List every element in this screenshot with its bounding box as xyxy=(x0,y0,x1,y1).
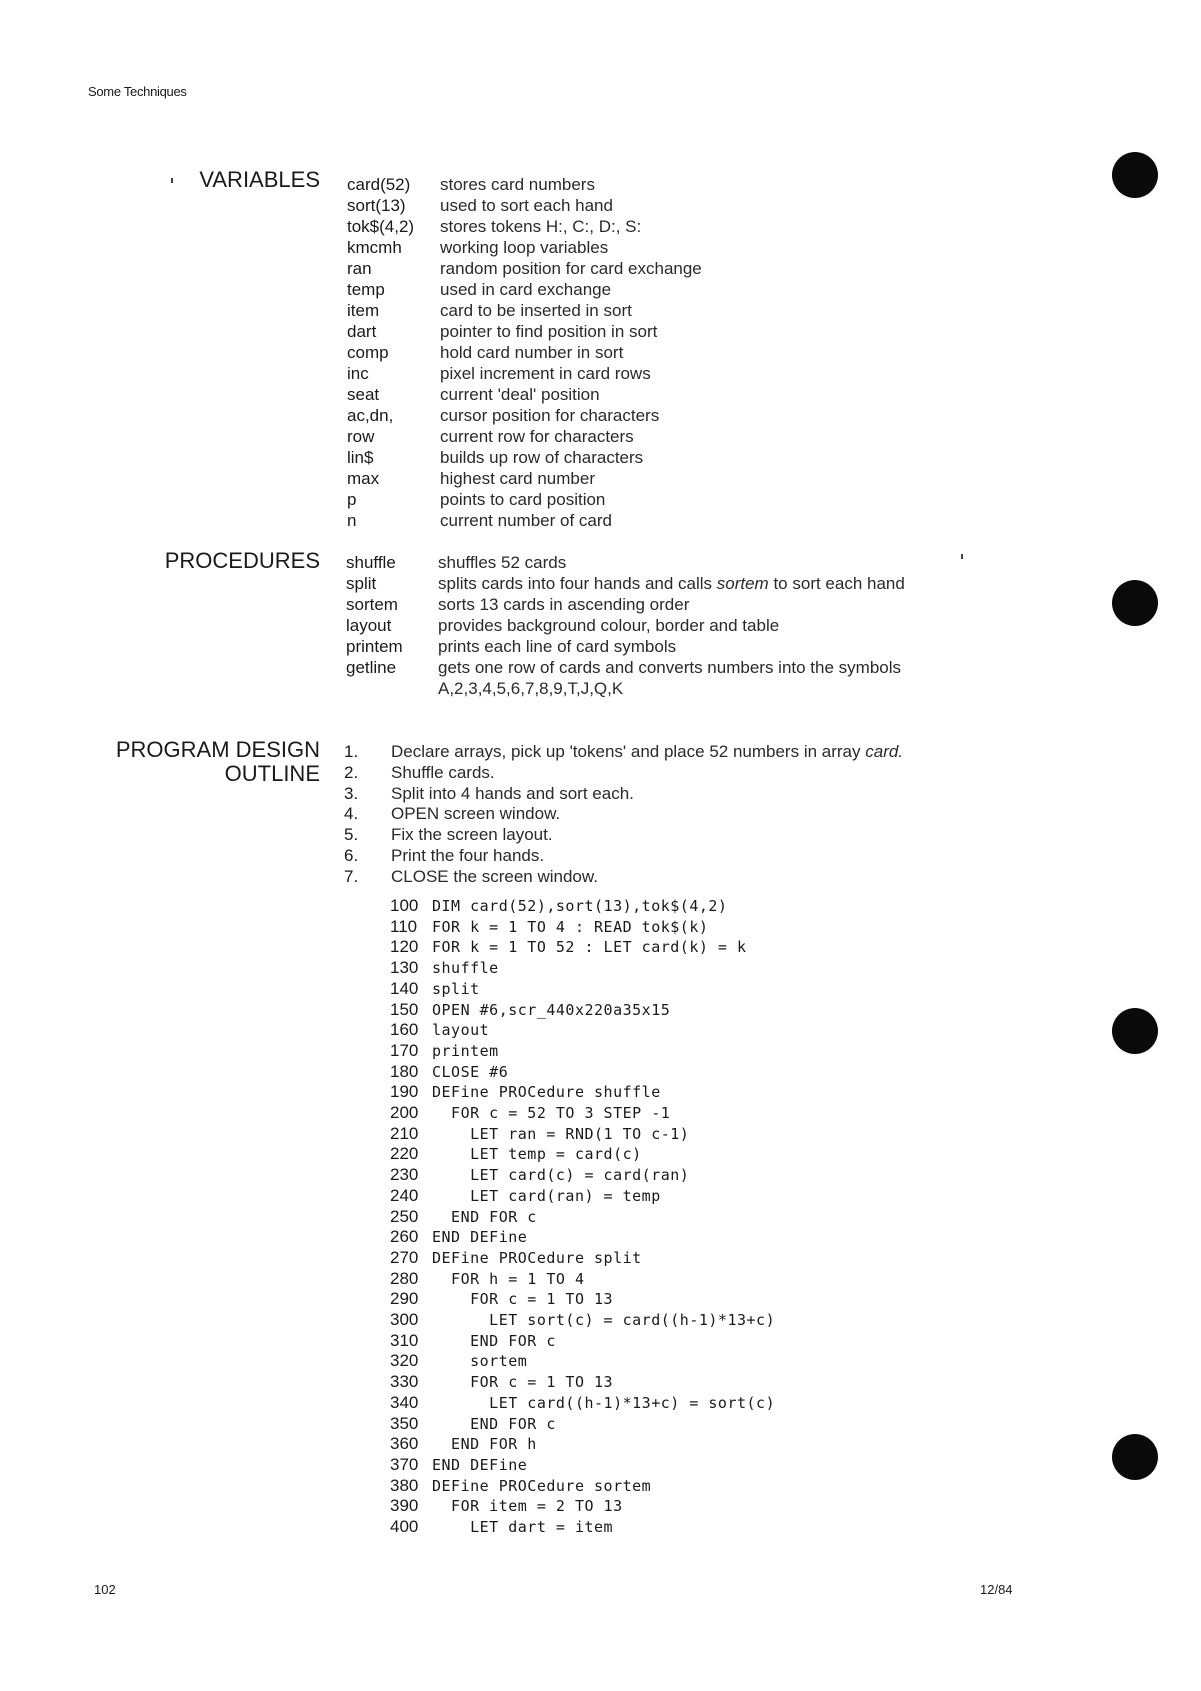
code-line-text: LET temp = card(c) xyxy=(432,1145,642,1164)
code-line xyxy=(390,1186,661,1207)
procedure-description xyxy=(438,573,905,594)
procedure-name: layout xyxy=(346,616,392,635)
code-line xyxy=(390,1310,775,1331)
variable-description: hold card number in sort xyxy=(440,343,624,362)
variable-description: highest card number xyxy=(440,469,595,488)
step-text-body: Split into 4 hands and sort each. xyxy=(391,783,634,803)
code-line-number: 210 xyxy=(390,1123,419,1143)
step-text xyxy=(391,846,544,866)
variable-name: temp xyxy=(347,280,385,299)
code-line xyxy=(390,1414,556,1435)
step-number: 1. xyxy=(344,742,359,761)
code-line-number: 100 xyxy=(390,896,419,915)
code-line-text: CLOSE #6 xyxy=(432,1062,509,1081)
code-line-number: 200 xyxy=(390,1103,419,1122)
code-line xyxy=(390,1455,527,1476)
code-line-text: FOR c = 1 TO 13 xyxy=(432,1373,614,1392)
code-line xyxy=(390,1331,556,1352)
code-line-text: END FOR c xyxy=(432,1414,556,1433)
code-line xyxy=(390,1289,613,1310)
code-line xyxy=(390,1476,651,1497)
variable-name: card(52) xyxy=(347,175,411,194)
code-listing xyxy=(390,896,990,1546)
code-line xyxy=(390,1041,499,1062)
code-line-text: END FOR h xyxy=(432,1435,537,1454)
page-number: 102 xyxy=(94,1582,116,1597)
procedure-description: provides background colour, border and table xyxy=(438,616,780,635)
code-line-number: 140 xyxy=(390,978,419,998)
code-line xyxy=(390,1103,670,1124)
step-text-body: Shuffle cards. xyxy=(391,762,495,782)
code-line-text: sortem xyxy=(432,1352,528,1371)
code-line-text: printem xyxy=(432,1041,499,1060)
binder-hole-4 xyxy=(1112,1434,1158,1480)
code-line-number: 250 xyxy=(390,1206,419,1226)
binder-hole-2 xyxy=(1112,580,1158,626)
code-line-text: DEFine PROCedure sortem xyxy=(432,1476,652,1495)
procedure-symbols-text: A,2,3,4,5,6,7,8,9,T,J,Q,K xyxy=(438,679,624,698)
step-text-body: Fix the screen layout. xyxy=(391,825,553,845)
variable-description: stores tokens H:, C:, D:, S: xyxy=(440,217,642,236)
step-text xyxy=(391,867,598,887)
variable-name: row xyxy=(347,427,375,446)
code-line xyxy=(390,958,499,979)
variables-list xyxy=(347,174,1067,534)
step-text-body: OPEN screen window. xyxy=(391,804,561,824)
code-line xyxy=(390,917,708,938)
code-line-text: END DEFine xyxy=(432,1455,528,1474)
step-number: 6. xyxy=(344,846,359,865)
step-text-emphasis: card. xyxy=(865,742,904,761)
procedure-desc-text: splits cards into four hands and calls xyxy=(438,574,717,593)
code-line-text: END FOR c xyxy=(432,1331,556,1350)
code-line-text: DIM card(52),sort(13),tok$(4,2) xyxy=(432,897,728,915)
code-line-number: 390 xyxy=(390,1496,419,1516)
variables-heading: VARIABLES xyxy=(199,167,320,192)
code-line-number: 350 xyxy=(390,1413,419,1433)
procedure-description: gets one row of cards and converts numbers into the symbols xyxy=(438,658,902,677)
code-line-number: 120 xyxy=(390,937,419,957)
code-line xyxy=(390,1227,527,1248)
design-heading-line1: PROGRAM DESIGN xyxy=(115,737,320,762)
code-line-text: LET ran = RND(1 TO c-1) xyxy=(432,1124,690,1143)
variable-name: item xyxy=(347,301,380,320)
variable-description: used in card exchange xyxy=(440,280,612,299)
code-line xyxy=(390,1062,508,1083)
variable-description: current number of card xyxy=(440,511,612,530)
code-line-number: 400 xyxy=(390,1517,419,1536)
design-heading xyxy=(80,738,320,786)
code-line xyxy=(390,1393,775,1414)
code-line xyxy=(390,1000,670,1021)
code-line xyxy=(390,1434,537,1455)
variable-description: stores card numbers xyxy=(440,175,595,194)
variable-description: pixel increment in card rows xyxy=(440,364,651,383)
variable-name: lin$ xyxy=(347,448,374,467)
code-line-text: shuffle xyxy=(432,959,499,978)
code-line-text: DEFine PROCedure shuffle xyxy=(432,1083,661,1102)
code-line-number: 270 xyxy=(390,1247,419,1267)
procedure-desc-emphasis: sortem xyxy=(716,574,769,593)
step-text xyxy=(391,742,903,762)
code-line xyxy=(390,1082,661,1103)
variable-name: max xyxy=(347,469,380,488)
design-heading-line2: OUTLINE xyxy=(224,761,320,786)
code-line-number: 320 xyxy=(390,1351,419,1371)
variable-description: current row for characters xyxy=(440,427,634,446)
binder-hole-1 xyxy=(1112,152,1158,198)
code-line-number: 260 xyxy=(390,1227,419,1247)
variable-name: inc xyxy=(347,364,369,383)
step-text xyxy=(391,763,495,783)
variable-name: kmcmh xyxy=(347,238,402,257)
variable-name: n xyxy=(347,511,357,530)
variable-description: random position for card exchange xyxy=(440,259,702,278)
code-line xyxy=(390,937,747,958)
code-line-text: FOR k = 1 TO 4 : READ tok$(k) xyxy=(432,917,709,936)
variable-name: tok$(4,2) xyxy=(347,217,415,236)
code-line xyxy=(390,1165,689,1186)
variable-description: cursor position for characters xyxy=(440,406,660,425)
code-line-text: DEFine PROCedure split xyxy=(432,1248,642,1267)
code-line xyxy=(390,1124,689,1145)
code-line-number: 130 xyxy=(390,958,419,978)
code-line-number: 340 xyxy=(390,1392,419,1412)
step-number: 3. xyxy=(344,783,359,803)
step-number: 5. xyxy=(344,825,359,845)
code-line-text: LET card(c) = card(ran) xyxy=(432,1166,690,1185)
variable-name: sort(13) xyxy=(347,196,406,215)
code-line xyxy=(390,1020,489,1041)
variable-description: current 'deal' position xyxy=(440,385,600,404)
procedure-description: sorts 13 cards in ascending order xyxy=(438,595,690,614)
procedure-name: split xyxy=(346,574,377,593)
step-number: 2. xyxy=(344,762,359,782)
code-line xyxy=(390,896,727,917)
code-line xyxy=(390,979,480,1000)
code-line-number: 380 xyxy=(390,1475,419,1495)
procedure-name: getline xyxy=(346,658,397,677)
code-line-text: FOR item = 2 TO 13 xyxy=(432,1497,623,1516)
procedure-name: sortem xyxy=(346,595,398,614)
step-text-body: Declare arrays, pick up 'tokens' and place 52 numbers in array xyxy=(391,742,866,761)
code-line-text: LET dart = item xyxy=(432,1518,614,1536)
procedure-desc-text: to sort each hand xyxy=(768,574,905,593)
variable-name: seat xyxy=(347,385,380,404)
code-line-text: END FOR c xyxy=(432,1207,537,1226)
code-line-text: FOR k = 1 TO 52 : LET card(k) = k xyxy=(432,938,747,957)
step-text-body: CLOSE the screen window. xyxy=(391,866,598,886)
date-code: 12/84 xyxy=(980,1582,1013,1597)
step-text xyxy=(391,784,634,804)
code-line-text: LET card(ran) = temp xyxy=(432,1186,661,1205)
code-line-number: 190 xyxy=(390,1082,419,1102)
code-line-number: 330 xyxy=(390,1372,419,1392)
variable-name: comp xyxy=(347,343,389,362)
code-line-number: 150 xyxy=(390,999,419,1019)
design-steps xyxy=(344,742,1164,892)
code-line-number: 360 xyxy=(390,1434,419,1454)
code-line xyxy=(390,1207,537,1228)
step-text-body: Print the four hands. xyxy=(391,846,545,865)
code-line-text: END DEFine xyxy=(432,1228,528,1247)
procedures-heading: PROCEDURES xyxy=(164,548,320,573)
code-line-number: 240 xyxy=(390,1185,419,1205)
code-line-number: 310 xyxy=(390,1330,419,1350)
code-line-number: 220 xyxy=(390,1144,419,1164)
code-line-number: 180 xyxy=(390,1061,419,1081)
variable-description: points to card position xyxy=(440,490,606,509)
variable-description: used to sort each hand xyxy=(440,196,613,215)
procedures-list xyxy=(346,552,1166,712)
procedure-description: shuffles 52 cards xyxy=(438,553,567,572)
code-line xyxy=(390,1144,642,1165)
code-line-text: OPEN #6,scr_440x220a35x15 xyxy=(432,1000,671,1019)
code-line-text: LET card((h-1)*13+c) = sort(c) xyxy=(432,1393,776,1412)
procedure-name: printem xyxy=(346,637,403,656)
scan-mark xyxy=(961,554,963,559)
code-line xyxy=(390,1248,642,1269)
code-line-number: 160 xyxy=(390,1020,419,1040)
code-line-number: 370 xyxy=(390,1454,419,1474)
code-line xyxy=(390,1372,613,1393)
variable-description: working loop variables xyxy=(440,238,609,257)
code-line-number: 110 xyxy=(390,916,418,936)
code-line-number: 290 xyxy=(390,1289,419,1309)
code-line-number: 300 xyxy=(390,1310,419,1329)
code-line-text: FOR h = 1 TO 4 xyxy=(432,1269,585,1288)
variable-name: ran xyxy=(347,259,372,278)
procedure-description: prints each line of card symbols xyxy=(438,637,677,656)
code-line-text: split xyxy=(432,979,480,998)
code-line-text: LET sort(c) = card((h-1)*13+c) xyxy=(432,1311,776,1329)
step-number: 7. xyxy=(344,866,359,886)
code-line-number: 280 xyxy=(390,1268,419,1288)
code-line-text: FOR c = 52 TO 3 STEP -1 xyxy=(432,1104,671,1122)
variable-name: p xyxy=(347,490,357,509)
code-line xyxy=(390,1517,613,1538)
code-line-number: 230 xyxy=(390,1165,419,1185)
variable-description: pointer to find position in sort xyxy=(440,322,658,341)
code-line-text: layout xyxy=(432,1021,490,1040)
code-line-number: 170 xyxy=(390,1040,419,1060)
variable-description: card to be inserted in sort xyxy=(440,301,632,320)
binder-hole-3 xyxy=(1112,1008,1158,1054)
code-line xyxy=(390,1496,623,1517)
step-text xyxy=(391,825,553,845)
procedure-name: shuffle xyxy=(346,553,396,572)
step-text xyxy=(391,804,560,824)
variable-name: dart xyxy=(347,322,377,341)
scan-mark xyxy=(171,178,173,183)
running-header: Some Techniques xyxy=(88,84,187,99)
code-line-text: FOR c = 1 TO 13 xyxy=(432,1290,614,1309)
code-line xyxy=(390,1351,527,1372)
code-line xyxy=(390,1269,585,1290)
variable-name: ac,dn, xyxy=(347,406,394,425)
step-number: 4. xyxy=(344,804,359,824)
variable-description: builds up row of characters xyxy=(440,448,644,467)
